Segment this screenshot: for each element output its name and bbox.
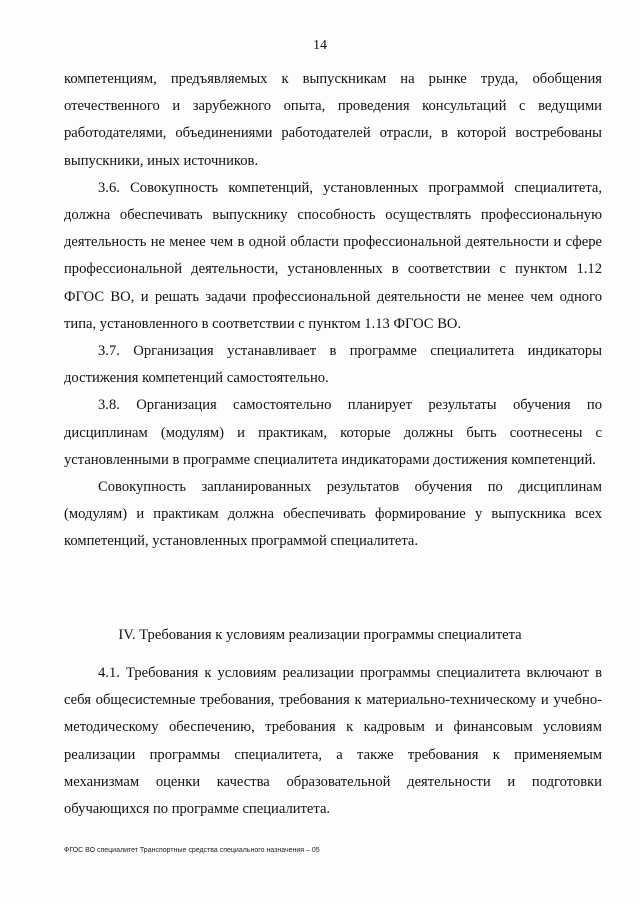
paragraph-3-7: 3.7. Организация устанавливает в программе специалитета индикаторы достижения компетенций самостоятельно. bbox=[64, 343, 602, 387]
section-heading: IV. Требования к условиям реализации программы специалитета bbox=[118, 627, 522, 643]
paragraph-3-8: 3.8. Организация самостоятельно планирует результаты обучения по дисциплинам (модулям) и практикам, которые должны быть соотнесены с установленными в программе специалитета индикаторами достижения компетенций. bbox=[64, 397, 602, 468]
page-number: 14 bbox=[313, 38, 327, 53]
paragraph-3-6: 3.6. Совокупность компетенций, установленных программой специалитета, должна обеспечивать выпускнику способность осуществлять профессиональную деятельность не менее чем в одной области профессиональной деятельности и сфере профессиональной деятельности, установленных в соответствии с пунктом 1.12 ФГОС ВО, и решать задачи профессиональной деятельности не менее чем одного типа, установленного в соответствии с пунктом 1.13 ФГОС ВО. bbox=[64, 179, 602, 332]
paragraph-continuation: компетенциям, предъявляемых к выпускникам на рынке труда, обобщения отечественного и зарубежного опыта, проведения консультаций с ведущими работодателями, объединениями работодателей отрасли, в которой востребованы выпускники, иных источников. bbox=[64, 71, 602, 169]
section-text bbox=[64, 660, 602, 823]
paragraph-4-1: 4.1. Требования к условиям реализации программы специалитета включают в себя общесистемные требования, требования к материально-техническому и учебно-методическому обеспечению, требования к кадровым и финансовым условиям реализации программы специалитета, а также требования к применяемым механизмам оценки качества образовательной деятельности и подготовки обучающихся по программе специалитета. bbox=[64, 665, 602, 818]
paragraph-learning-outcomes: Совокупность запланированных результатов обучения по дисциплинам (модулям) и практикам должна обеспечивать формирование у выпускника всех компетенций, установленных программой специалитета. bbox=[64, 479, 602, 550]
page-footer: ФГОС ВО специалитет Транспортные средства специального назначения – 05 bbox=[64, 847, 320, 854]
body-text bbox=[64, 66, 602, 556]
